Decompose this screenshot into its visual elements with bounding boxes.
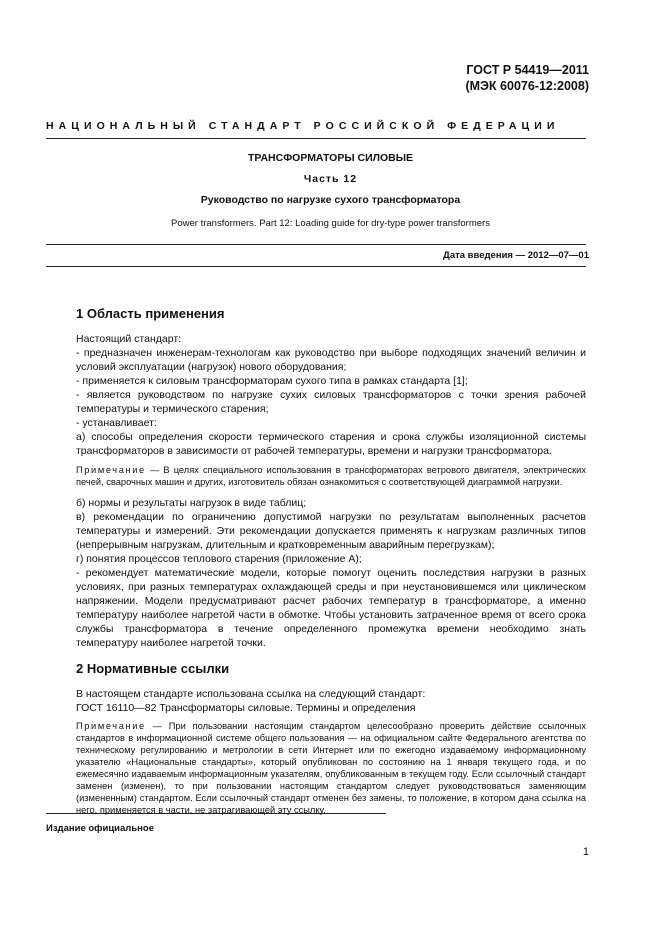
iec-number: (МЭК 60076-12:2008) <box>465 79 589 93</box>
s1-p4: - является руководством по нагрузке сухих силовых трансформаторов с точки зрения рабочей температуры и термического старения; <box>76 389 586 415</box>
page-number: 1 <box>582 846 589 858</box>
divider-date-bottom <box>46 266 586 267</box>
divider-date <box>46 244 586 245</box>
s1-p2: - предназначен инженерам-технологам как руководство при выборе подходящих значений величин и условий эксплуатации (нагрузок) нового оборудования; <box>76 347 586 373</box>
divider-footer <box>46 813 386 814</box>
s2-note <box>76 720 586 816</box>
s1-note-text: — В целях специального использования в трансформаторах ветрового двигателя, электрических печей, сварочных машин и других, изготовитель обязан ознакомиться с соответствующей диаграммой нагрузки. <box>76 465 586 487</box>
title-part: Часть 12 <box>303 173 358 185</box>
title-main: ТРАНСФОРМАТОРЫ СИЛОВЫЕ <box>247 152 414 164</box>
section1-heading: 1 Область применения <box>76 306 225 321</box>
document-header <box>465 62 589 94</box>
title-english: Power transformers. Part 12: Loading guide for dry-type power transformers <box>171 218 490 229</box>
s1-note <box>76 464 586 488</box>
section2-heading: 2 Нормативные ссылки <box>76 661 230 676</box>
divider-top <box>46 138 586 139</box>
s1-p10: - рекомендует математические модели, которые помогут оценить последствия нагрузки в разных условиях, при разных температурах охлаждающей среды и при неустановившемся или циклическом напряжении. Модели предусматривают расчет рабочих температур в трансформаторе, а именно температуру наиболее нагретой части в обмотке. Чтобы установить затраченное время от всего срока службы трансформатора в течение определенного промежутка времени необходимо знать температуру наиболее нагретой точки. <box>76 567 586 649</box>
intro-date: Дата введения — 2012—07—01 <box>443 250 589 261</box>
s1-p8: в) рекомендации по ограничению допустимой нагрузки по результатам выполненных расчетов температуры и измерений. Эти рекомендации допускается применять к нагрузкам различных типов (непрерывным нагрузкам, длительным и кратковременным аварийным перегрузкам); <box>76 511 586 551</box>
gost-number: ГОСТ Р 54419—2011 <box>466 63 589 77</box>
s1-p6: а) способы определения скорости термического старения и срока службы изоляционной системы трансформаторов в зависимости от рабочей температуры, времени и нагрузки трансформатора. <box>76 431 586 457</box>
section1-body <box>76 332 586 650</box>
s1-note-label: Примечание <box>76 465 146 475</box>
edition-label: Издание официальное <box>46 823 154 834</box>
s1-p7: б) нормы и результаты нагрузок в виде таблиц; <box>76 497 307 509</box>
s2-note-label: Примечание <box>76 721 146 731</box>
title-subtitle: Руководство по нагрузке сухого трансформатора <box>200 194 461 206</box>
s2-p1: В настоящем стандарте использована ссылка на следующий стандарт: <box>76 688 426 700</box>
s2-note-text: — При пользовании настоящим стандартом целесообразно проверить действие ссылочных стандартов в информационной системе общего пользования — на официальном сайте Федерального агентства по техническому регулированию и метрологии в сети Интернет или по ежегодно издаваемому информационному указателю «Национальные стандарты», который опубликован по состоянию на 1 января текущего года, и по ежемесячно издаваемым информационным указателям, опубликованным в текущем году. Если ссылочный стандарт заменен (изменен), то при пользовании настоящим стандартом следует руководствоваться заменяющим (измененным) стандартом. Если ссылочный стандарт отменен без замены, то положение, в котором дана ссылка на него, применяется в части, не затрагивающей эту ссылку. <box>76 721 586 815</box>
section2-body <box>76 687 586 816</box>
s1-p3: - применяется к силовым трансформаторам сухого типа в рамках стандарта [1]; <box>76 375 468 387</box>
national-standard-banner: НАЦИОНАЛЬНЫЙ СТАНДАРТ РОССИЙСКОЙ ФЕДЕРАЦИИ <box>46 120 560 132</box>
s1-p9: г) понятия процессов теплового старения (приложение А); <box>76 553 362 565</box>
s1-p5: - устанавливает: <box>76 417 157 429</box>
s1-p1: Настоящий стандарт: <box>76 333 182 345</box>
s2-p2: ГОСТ 16110—82 Трансформаторы силовые. Термины и определения <box>76 702 416 714</box>
